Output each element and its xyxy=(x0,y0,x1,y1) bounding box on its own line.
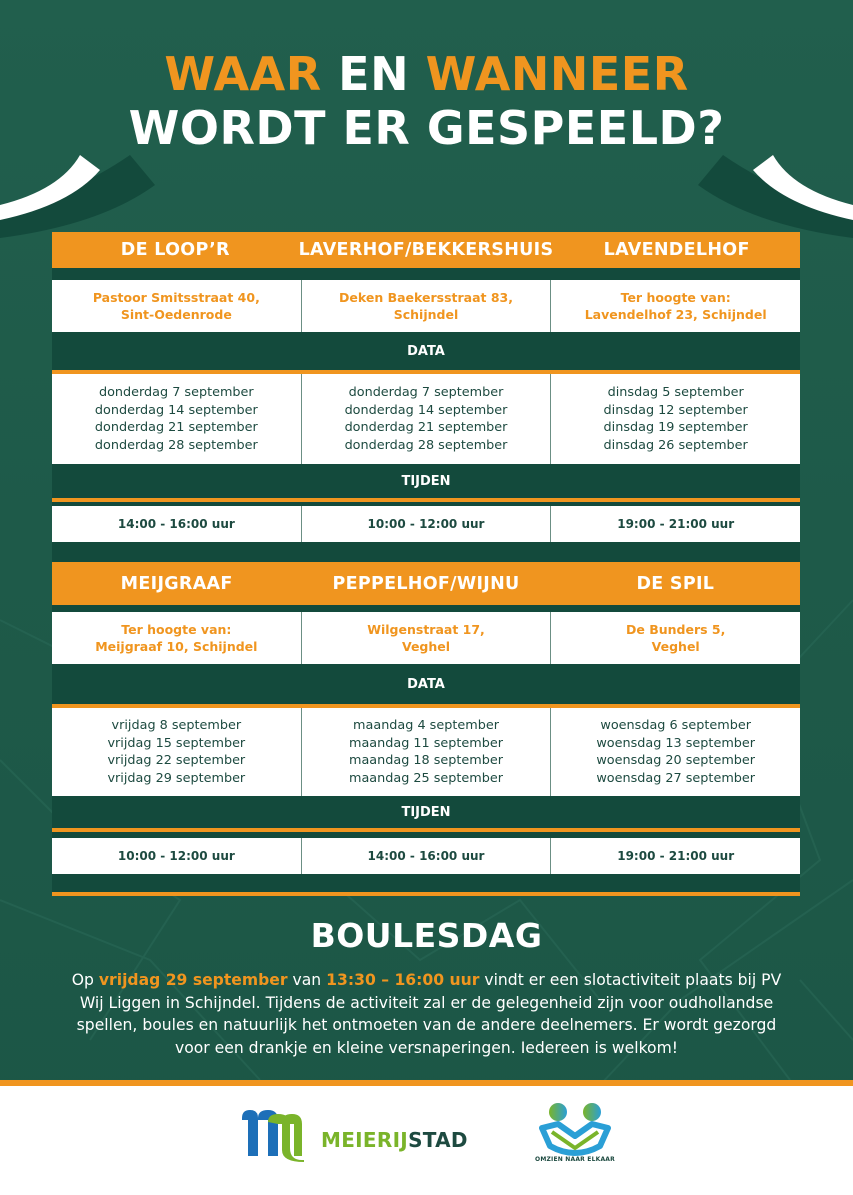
time-cell: 19:00 - 21:00 uur xyxy=(617,517,735,531)
title-line-2-text: WORDT ER GESPEELD? xyxy=(128,101,725,155)
times-row-2 xyxy=(52,838,800,874)
wordmark-part: STAD xyxy=(408,1128,468,1152)
wordmark-part: MEIERIJ xyxy=(321,1128,409,1152)
data-label-band: DATA xyxy=(52,664,800,704)
address-cell: Ter hoogte van: Meijgraaf 10, Schijndel xyxy=(52,612,302,664)
right-ribbon-decoration xyxy=(693,150,853,240)
location-name: DE LOOP’R xyxy=(120,240,230,260)
title-word-en: EN xyxy=(338,47,410,101)
time-cell: 10:00 - 12:00 uur xyxy=(52,838,302,874)
title-word-waar: WAAR xyxy=(164,47,322,101)
address-cell: De Bunders 5, Veghel xyxy=(626,622,726,654)
text-fragment: vindt er een slotactiviteit plaats bij PV Wij Liggen in Schijndel. Tijdens de activiteit zal er de gelegenheid zijn voor oudhollandse spellen, boules en natuurlijk het ontmoeten van de andere deelnemers. Er wordt gezorgd voor een drankje en kleine versnaperingen. Iedereen is welkom! xyxy=(76,971,782,1057)
text-fragment: Op xyxy=(71,971,99,989)
dates-cell: woensdag 6 september woensdag 13 september woensdag 20 september woensdag 27 september xyxy=(596,718,756,786)
dates-cell: donderdag 7 september donderdag 14 september donderdag 21 september donderdag 28 september xyxy=(52,374,302,464)
highlight-date: vrijdag 29 september xyxy=(98,971,288,989)
schedule-table-1 xyxy=(52,232,800,544)
location-name: LAVERHOF/BEKKERSHUIS xyxy=(298,240,554,260)
address-row-2 xyxy=(52,612,800,664)
locations-header-1 xyxy=(52,232,800,268)
meierijstad-wordmark xyxy=(321,1128,468,1152)
time-cell: 10:00 - 12:00 uur xyxy=(302,506,552,542)
dates-cell: donderdag 7 september donderdag 14 september donderdag 21 september donderdag 28 september xyxy=(302,374,552,464)
omzien-naar-elkaar-caption: OMZIEN NAAR ELKAAR xyxy=(535,1156,615,1163)
time-cell: 14:00 - 16:00 uur xyxy=(302,838,552,874)
footer xyxy=(0,1080,853,1195)
time-cell: 14:00 - 16:00 uur xyxy=(52,506,302,542)
dates-cell: maandag 4 september maandag 11 september maandag 18 september maandag 25 september xyxy=(302,708,552,796)
address-cell: Deken Baekersstraat 83, Schijndel xyxy=(302,280,552,332)
omzien-naar-elkaar-logo-icon xyxy=(538,1102,612,1158)
dates-cell: dinsdag 5 september dinsdag 12 september dinsdag 19 september dinsdag 26 september xyxy=(603,385,748,453)
address-row-1 xyxy=(52,280,800,332)
location-name: PEPPELHOF/WIJNU xyxy=(332,573,520,594)
time-cell: 19:00 - 21:00 uur xyxy=(617,849,735,863)
divider xyxy=(52,268,800,280)
locations-header-2 xyxy=(52,562,800,605)
title-word-wanneer: WANNEER xyxy=(425,47,689,101)
address-cell: Pastoor Smitsstraat 40, Sint-Oedenrode xyxy=(52,280,302,332)
divider xyxy=(52,605,800,612)
boulesdag-description xyxy=(60,969,793,1059)
times-label-band: TIJDEN xyxy=(52,464,800,498)
title-line-1 xyxy=(0,46,853,102)
text-fragment: van xyxy=(287,971,327,989)
location-name: MEIJGRAAF xyxy=(120,573,233,594)
spacer xyxy=(52,874,800,892)
dates-row-1 xyxy=(52,374,800,464)
spacer xyxy=(52,502,800,506)
boulesdag-title: BOULESDAG xyxy=(310,916,543,955)
times-row-1 xyxy=(52,506,800,542)
times-label-band: TIJDEN xyxy=(52,796,800,828)
left-ribbon-decoration xyxy=(0,150,160,240)
title-line-2 xyxy=(0,100,853,156)
address-cell: Ter hoogte van: Lavendelhof 23, Schijndel xyxy=(584,290,767,322)
spacer xyxy=(52,542,800,562)
highlight-time: 13:30 – 16:00 uur xyxy=(326,971,480,989)
location-name: LAVENDELHOF xyxy=(603,240,750,260)
data-label-band: DATA xyxy=(52,332,800,370)
orange-divider xyxy=(52,892,800,896)
dates-cell: vrijdag 8 september vrijdag 15 september vrijdag 22 september vrijdag 29 september xyxy=(52,708,302,796)
location-name: DE SPIL xyxy=(636,573,715,594)
meierijstad-logo-icon xyxy=(238,1108,308,1164)
address-cell: Wilgenstraat 17, Veghel xyxy=(302,612,552,664)
schedule-table-2 xyxy=(52,562,800,902)
dates-row-2 xyxy=(52,708,800,796)
